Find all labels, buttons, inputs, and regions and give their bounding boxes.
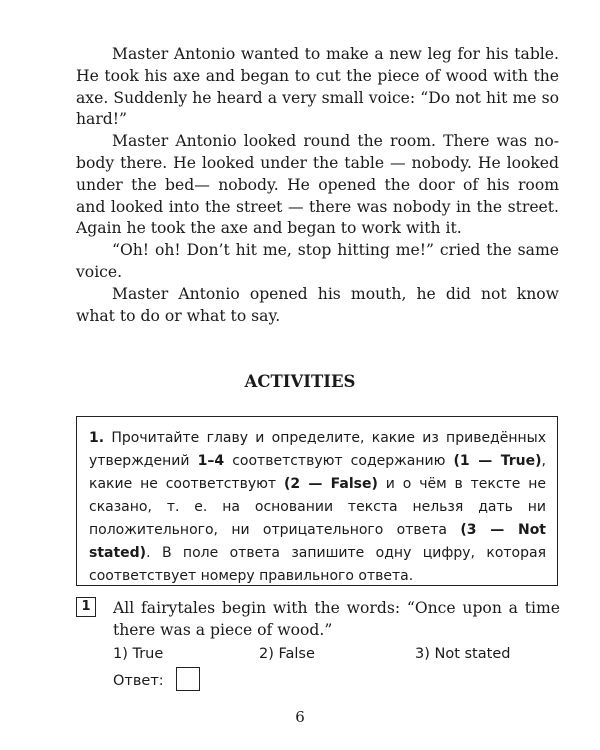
story-paragraph: “Oh! oh! Don’t hit me, stop hitting me!” cried the same voice.: [76, 241, 559, 281]
story-paragraph: Master Antonio looked round the room. There was nobody there. He looked under the table — nobody. He looked under the bed— nobody. He opened the door of his room and looked into the street — there was nobody in the street. Again he took the axe and began to work with it.: [76, 132, 559, 238]
task-false-code: (2 — False): [283, 476, 378, 492]
task-text: соответствуют содержанию: [224, 453, 454, 469]
task-text: . В поле ответа запишите одну цифру, которая соответствует номеру правильного ответа.: [89, 545, 546, 584]
answer-options: [113, 643, 560, 665]
answer-input-box[interactable]: [176, 667, 200, 691]
task-range: 1–4: [197, 453, 225, 469]
activities-heading: ACTIVITIES: [244, 372, 356, 391]
option-true: 1) True: [113, 646, 164, 662]
question-text: All fairytales begin with the words: “Once upon a time there was a piece of wood.”: [113, 599, 560, 639]
story-paragraph: Master Antonio opened his mouth, he did not know what to do or what to say.: [76, 284, 559, 325]
task-instructions-box: [76, 416, 558, 586]
task-text: Прочитайте главу и определите, какие из приведённых утверждений: [89, 430, 546, 469]
option-not-stated: 3) Not stated: [415, 646, 511, 662]
task-text: и о чём в тексте не сказано, т. е. на основании текста нельзя дать ни положительного, ни отрицательного ответа: [89, 476, 546, 538]
question-number-box: 1: [76, 597, 96, 617]
story-text: [76, 44, 559, 327]
option-false: 2) False: [259, 646, 315, 662]
task-not-stated-code: (3 — Not stated): [89, 522, 547, 561]
task-number: 1.: [89, 430, 105, 446]
task-text: , какие не соответствуют: [89, 453, 546, 492]
story-paragraph: Master Antonio wanted to make a new leg for his table. He took his axe and began to cut the piece of wood with the axe. Suddenly he heard a very small voice: “Do not hit me so hard!”: [76, 45, 559, 129]
answer-label: Ответ:: [113, 673, 164, 689]
task-true-code: (1 — True): [453, 453, 542, 469]
page-number: 6: [295, 708, 305, 726]
